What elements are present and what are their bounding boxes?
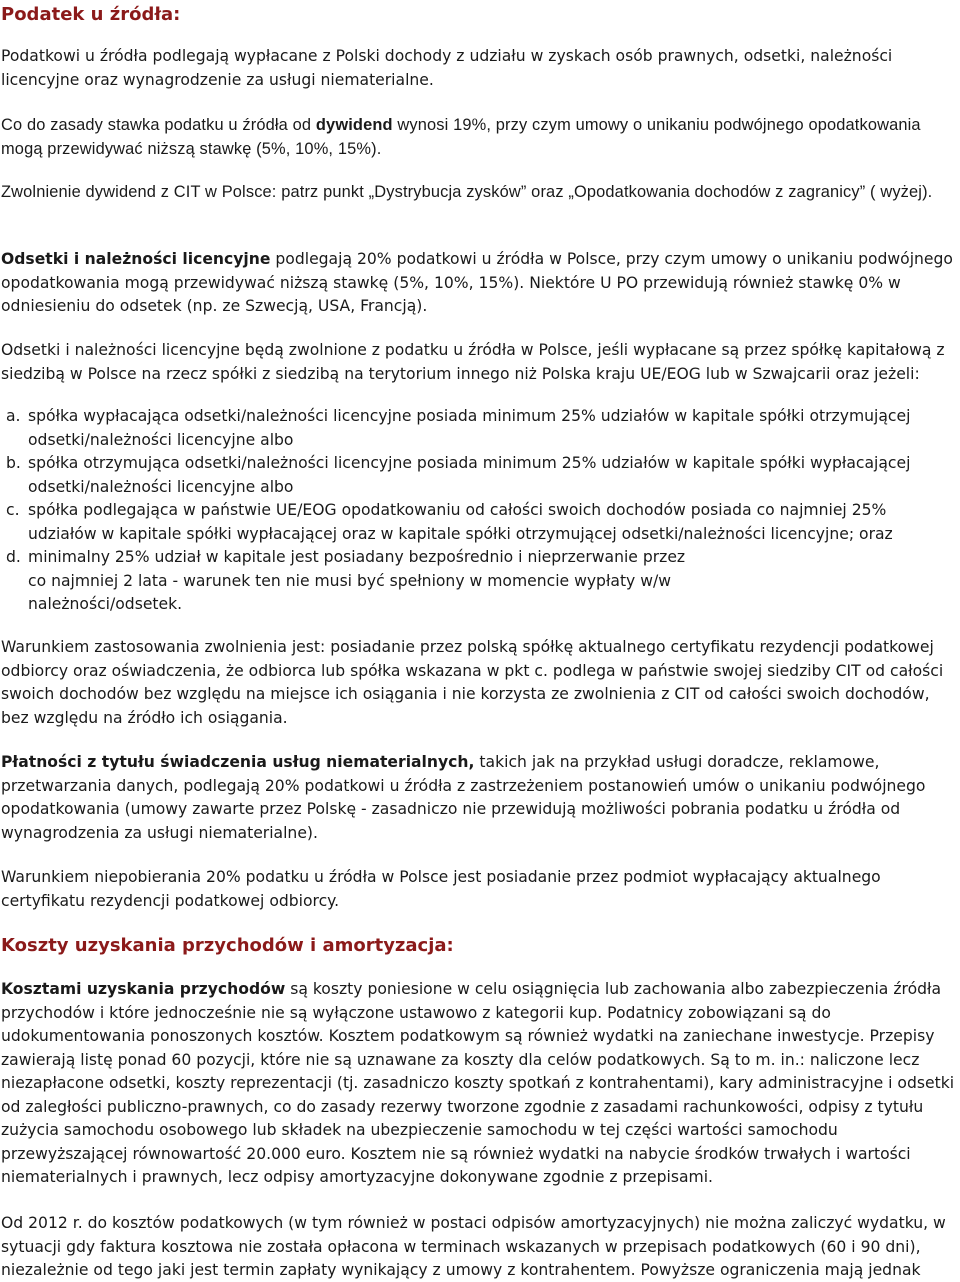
paragraph-taxable-income: Podatkowi u źródła podlegają wypłacane z Polski dochody z udziału w zyskach osób prawnych, odsetki, należności licencyjne oraz wynagrodzenie za usługi niematerialne. [1, 47, 893, 89]
text-segment: takich jak na przykład usługi doradcze, reklamowe, przetwarzania danych, podlegają 20% podatkowi u źródła z zastrzeżeniem postanowień umów o unikaniu podwójnego opodatkowania (umowy zawarte przez Polskę - zasadniczo nie przewidują możliwości pobrania podatku u źródła od wynagrodzenia za usługi niematerialne). [1, 753, 926, 842]
paragraph-dividend-rate [1, 114, 956, 161]
text-segment: są koszty poniesione w celu osiągnięcia lub zachowania albo zabezpieczenia źródła przychodów i które jednocześnie nie są wyłączone ustawowo z kategorii kup. Podatnicy zobowiązani są do udokumentowania ponoszonych kosztów. Kosztem podatkowym są również wydatki na zaniechane inwestycje. Przepisy zawierają listę ponad 60 pozycji, które nie są uznawane za koszty dla celów podatkowych. Są to m. in.: naliczone lecz niezapłacone odsetki, koszty reprezentacji (tj. zasadniczo koszty spotkań z kontrahentami), kary administracyjne i odsetki od zaległości publiczno-prawnych, co do zasady rezerwy tworzone zgodnie z zasadami rachunkowości, odpisy z tytułu zużycia samochodu osobowego lub składek na ubezpieczenie samochodu w tej części wartości samochodu przewyższającej równowartość 20.000 euro. Kosztem nie są również wydatki na nabycie środków trwałych i wartości niematerialnych i prawnych, lecz odpisy amortyzacyjne dokonywane zgodnie z przepisami. [1, 980, 955, 1186]
paragraph-exemption-requirement: Warunkiem zastosowania zwolnienia jest: posiadanie przez polską spółkę aktualnego certyfikatu rezydencji podatkowej odbiorcy oraz oświadczenia, że odbiorca lub spółka wskazana w pkt c. podlega w państwie swojej siedziby CIT od całości swoich dochodów bez względu na miejsce ich osiągania i nie korzysta ze zwolnienia z CIT od całości swoich dochodów, bez względu na źródło ich osiągania. [1, 638, 944, 727]
list-marker: b. [6, 454, 21, 472]
list-item [1, 452, 956, 499]
list-item [1, 499, 956, 546]
bold-term-deductible-costs: Kosztami uzyskania przychodów [1, 980, 286, 998]
list-item [1, 405, 956, 452]
paragraph-certificate-requirement: Warunkiem niepobierania 20% podatku u źródła w Polsce jest posiadanie przez podmiot wypłacający aktualnego certyfikatu rezydencji podatkowej odbiorcy. [1, 868, 881, 910]
section-heading-withholding-tax: Podatek u źródła: [1, 4, 181, 25]
paragraph-interest-exemption: Odsetki i należności licencyjne będą zwolnione z podatku u źródła w Polsce, jeśli wypłacane są przez spółkę kapitałową z siedzibą w Polsce na rzecz spółki z siedzibą na terytorium innego niż Polska kraju UE/EOG lub w Szwajcarii oraz jeżeli: [1, 341, 945, 383]
list-item-text: spółka podlegająca w państwie UE/EOG opodatkowaniu od całości swoich dochodów posiada co najmniej 25% udziałów w kapitale spółki wypłacającej oraz w kapitale spółki otrzymującej odsetki/należności licencyjne; oraz [28, 501, 893, 543]
list-marker: a. [6, 407, 21, 425]
paragraph-interest-royalties [1, 248, 956, 319]
paragraph-intangible-services [1, 751, 956, 845]
text-segment: wynosi 19%, przy czym umowy o unikaniu podwójnego opodatkowania mogą przewidywać niższą stawkę (5%, 10%, 15%). [1, 116, 921, 158]
paragraph-dividend-exemption: Zwolnienie dywidend z CIT w Polsce: patrz punkt „Dystrybucja zysków” oraz „Opodatkowania dochodów z zagranicy” ( wyżej). [1, 183, 933, 201]
bold-term-intangible-services: Płatności z tytułu świadczenia usług niematerialnych, [1, 753, 475, 771]
list-item-text: spółka wypłacająca odsetki/należności licencyjne posiada minimum 25% udziałów w kapitale spółki otrzymującej odsetki/należności licencyjne albo [28, 407, 911, 449]
list-marker: d. [6, 548, 21, 566]
list-marker: c. [6, 501, 20, 519]
bold-term-dividends: dywidend [315, 116, 393, 134]
list-item-text: spółka otrzymująca odsetki/należności licencyjne posiada minimum 25% udziałów w kapitale spółki wypłacającej odsetki/należności licencyjne albo [28, 454, 911, 496]
section-heading-costs-amortization: Koszty uzyskania przychodów i amortyzacja: [1, 935, 454, 956]
list-item [1, 546, 956, 617]
paragraph-invoice-payment-rule: Od 2012 r. do kosztów podatkowych (w tym również w postaci odpisów amortyzacyjnych) nie można zaliczyć wydatku, w sytuacji gdy faktura kosztowa nie została opłacona w terminach wskazanych w przepisach podatkowych (60 i 90 dni), niezależnie od tego jaki jest termin zapłaty wynikający z umowy z kontrahentem. Powyższe ograniczenia mają jednak [1, 1214, 946, 1279]
bold-term-interest-royalties: Odsetki i należności licencyjne [1, 250, 271, 268]
list-item-text-line: co najmniej 2 lata - warunek ten nie musi być spełniony w momencie wypłaty w/w [28, 571, 671, 590]
list-item-text-line: należności/odsetek. [28, 595, 183, 613]
paragraph-tax-deductible-costs [1, 978, 959, 1190]
list-item-text-line: minimalny 25% udział w kapitale jest posiadany bezpośrednio i nieprzerwanie przez [28, 548, 686, 566]
exemption-conditions-list [1, 405, 956, 617]
text-segment: podlegają 20% podatkowi u źródła w Polsce, przy czym umowy o unikaniu podwójnego opodatkowania mogą przewidywać niższą stawkę (5%, 10%, 15%). Niektóre U PO przewidują również stawkę 0% w odniesieniu do odsetek (np. ze Szwecją, USA, Francją). [1, 250, 953, 315]
text-segment: Co do zasady stawka podatku u źródła od [1, 116, 316, 134]
